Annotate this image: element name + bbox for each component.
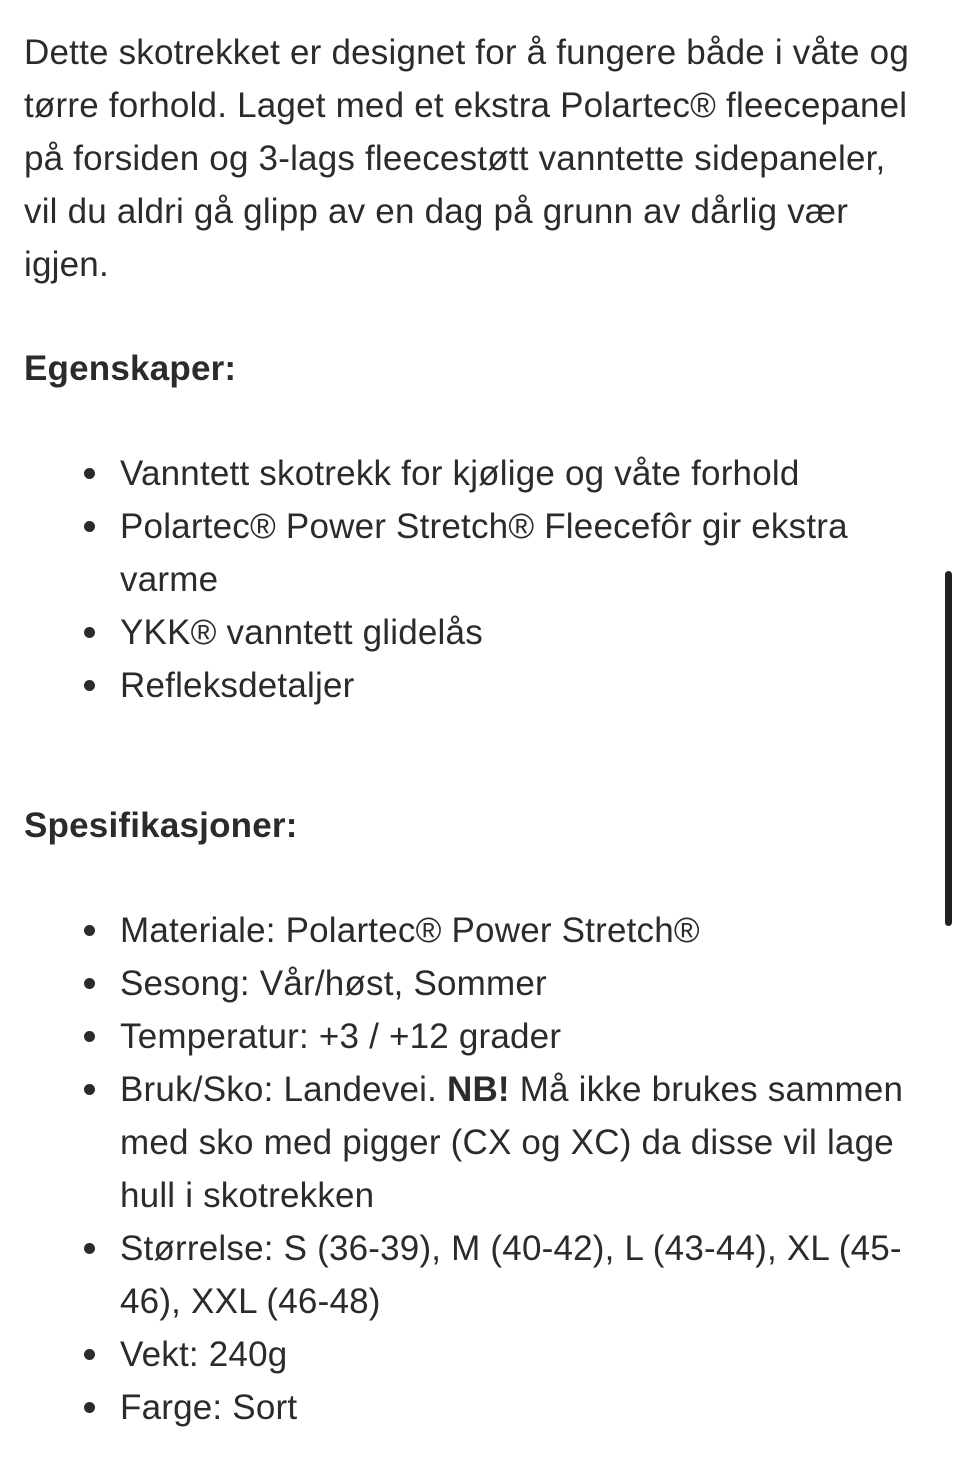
list-item: Vanntett skotrekk for kjølige og våte forhold bbox=[120, 447, 924, 500]
features-list bbox=[24, 447, 924, 712]
list-item: Temperatur: +3 / +12 grader bbox=[120, 1010, 924, 1063]
intro-paragraph: Dette skotrekket er designet for å fungere både i våte og tørre forhold. Laget med et ekstra Polartec® fleecepanel på forsiden og 3-lags fleecestøtt vanntette sidepaneler, vil du aldri gå glipp av en dag på grunn av dårlig vær igjen. bbox=[24, 33, 909, 284]
usage-prefix: Bruk/Sko: Landevei. bbox=[120, 1070, 447, 1109]
usage-warning: NB! bbox=[446, 1070, 510, 1109]
list-item: Størrelse: S (36-39), M (40-42), L (43-44), XL (45-46), XXL (46-48) bbox=[120, 1222, 924, 1328]
list-item-usage bbox=[120, 1063, 924, 1222]
list-item: YKK® vanntett glidelås bbox=[120, 606, 924, 659]
specs-list bbox=[24, 904, 924, 1434]
scrollbar-thumb[interactable] bbox=[945, 571, 952, 926]
features-heading: Egenskaper: bbox=[24, 349, 237, 388]
usage-suffix: Må ikke brukes sammen med sko med pigger (CX og XC) da disse vil lage hull i skotrekken bbox=[120, 1070, 904, 1215]
list-item: Farge: Sort bbox=[120, 1381, 924, 1434]
list-item: Refleksdetaljer bbox=[120, 659, 924, 712]
list-item: Sesong: Vår/høst, Sommer bbox=[120, 957, 924, 1010]
specs-heading: Spesifikasjoner: bbox=[24, 806, 298, 845]
product-description bbox=[24, 26, 924, 1434]
list-item: Materiale: Polartec® Power Stretch® bbox=[120, 904, 924, 957]
list-item: Vekt: 240g bbox=[120, 1328, 924, 1381]
list-item: Polartec® Power Stretch® Fleecefôr gir ekstra varme bbox=[120, 500, 924, 606]
